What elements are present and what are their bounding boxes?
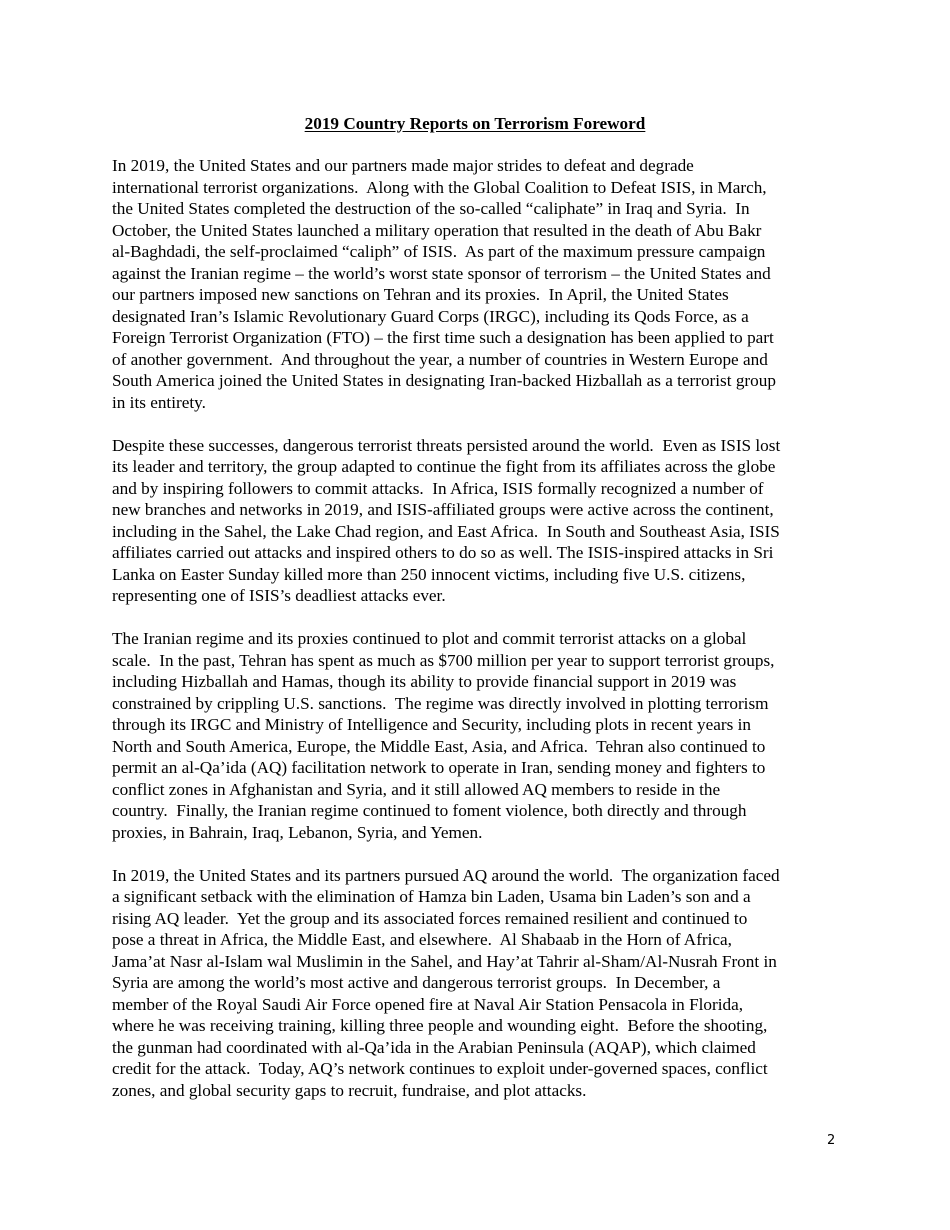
text-line: al-Baghdadi, the self-proclaimed “caliph” of ISIS. As part of the maximum pressure campaign — [112, 242, 766, 261]
text-line: Syria are among the world’s most active and dangerous terrorist groups. In December, a — [112, 973, 721, 992]
text-line: In 2019, the United States and its partners pursued AQ around the world. The organization faced — [112, 865, 780, 885]
page-number: 2 — [827, 1133, 836, 1148]
text-line: of another government. And throughout the year, a number of countries in Western Europe and — [112, 349, 768, 369]
text-line: Lanka on Easter Sunday killed more than 250 innocent victims, including five U.S. citizens, — [112, 564, 746, 584]
text-line: designated Iran’s Islamic Revolutionary Guard Corps (IRGC), including its Qods Force, as a — [112, 306, 749, 326]
document-title: 2019 Country Reports on Terrorism Foreword — [304, 114, 646, 133]
text-line: country. Finally, the Iranian regime continued to foment violence, both directly and through — [112, 801, 747, 820]
text-line: representing one of ISIS’s deadliest attacks ever. — [112, 586, 446, 605]
text-line: our partners imposed new sanctions on Tehran and its proxies. In April, the United States — [112, 285, 729, 304]
paragraph-4 — [112, 865, 856, 1102]
text-line: through its IRGC and Ministry of Intelligence and Security, including plots in recent years in — [112, 715, 751, 734]
text-line: in its entirety. — [112, 392, 206, 412]
text-line: against the Iranian regime – the world’s worst state sponsor of terrorism – the United States and — [112, 263, 771, 283]
text-line: international terrorist organizations. Along with the Global Coalition to Defeat ISIS, in March, — [112, 177, 767, 197]
paragraph-3 — [112, 628, 856, 843]
text-line: the gunman had coordinated with al-Qa’ida in the Arabian Peninsula (AQAP), which claimed — [112, 1037, 756, 1057]
text-line: a significant setback with the elimination of Hamza bin Laden, Usama bin Laden’s son and a — [112, 887, 751, 906]
text-line: permit an al-Qa’ida (AQ) facilitation network to operate in Iran, sending money and fighters to — [112, 758, 766, 777]
text-line: constrained by crippling U.S. sanctions. The regime was directly involved in plotting terrorism — [112, 693, 769, 713]
text-line: including in the Sahel, the Lake Chad region, and East Africa. In South and Southeast Asia, ISIS — [112, 521, 780, 541]
text-line: The Iranian regime and its proxies continued to plot and commit terrorist attacks on a global — [112, 629, 747, 648]
text-line: affiliates carried out attacks and inspired others to do so as well. The ISIS-inspired attacks in Sri — [112, 543, 774, 562]
text-line: North and South America, Europe, the Middle East, Asia, and Africa. Tehran also continued to — [112, 736, 766, 756]
paragraph-2 — [112, 435, 856, 607]
text-line: South America joined the United States in designating Iran-backed Hizballah as a terrorist group — [112, 371, 776, 390]
text-line: its leader and territory, the group adapted to continue the fight from its affiliates across the globe — [112, 457, 776, 476]
text-line: the United States completed the destruction of the so-called “caliphate” in Iraq and Syria. In — [112, 199, 750, 218]
text-line: rising AQ leader. Yet the group and its associated forces remained resilient and continued to — [112, 908, 748, 928]
text-line: zones, and global security gaps to recruit, fundraise, and plot attacks. — [112, 1080, 587, 1100]
text-line: Despite these successes, dangerous terrorist threats persisted around the world. Even as ISIS lost — [112, 435, 781, 455]
text-line: including Hizballah and Hamas, though its ability to provide financial support in 2019 was — [112, 672, 737, 691]
text-line: In 2019, the United States and our partners made major strides to defeat and degrade — [112, 156, 694, 175]
paragraph-1 — [112, 155, 856, 413]
text-line: conflict zones in Afghanistan and Syria, and it still allowed AQ members to reside in the — [112, 779, 721, 799]
text-line: proxies, in Bahrain, Iraq, Lebanon, Syria, and Yemen. — [112, 822, 483, 842]
text-line: credit for the attack. Today, AQ’s network continues to exploit under-governed spaces, conflict — [112, 1059, 768, 1078]
text-line: Foreign Terrorist Organization (FTO) – the first time such a designation has been applied to part — [112, 328, 774, 347]
text-line: where he was receiving training, killing three people and wounding eight. Before the shooting, — [112, 1016, 768, 1035]
text-line: new branches and networks in 2019, and ISIS-affiliated groups were active across the continent, — [112, 500, 774, 519]
text-line: October, the United States launched a military operation that resulted in the death of Abu Bakr — [112, 220, 762, 240]
text-line: member of the Royal Saudi Air Force opened fire at Naval Air Station Pensacola in Florida, — [112, 994, 744, 1014]
text-line: pose a threat in Africa, the Middle East, and elsewhere. Al Shabaab in the Horn of Africa, — [112, 930, 732, 949]
text-line: and by inspiring followers to commit attacks. In Africa, ISIS formally recognized a number of — [112, 478, 764, 498]
document-body — [112, 155, 856, 1123]
text-line: scale. In the past, Tehran has spent as much as $700 million per year to support terrorist groups, — [112, 650, 775, 670]
text-line: Jama’at Nasr al-Islam wal Muslimin in the Sahel, and Hay’at Tahrir al-Sham/Al-Nusrah Front in — [112, 951, 777, 971]
